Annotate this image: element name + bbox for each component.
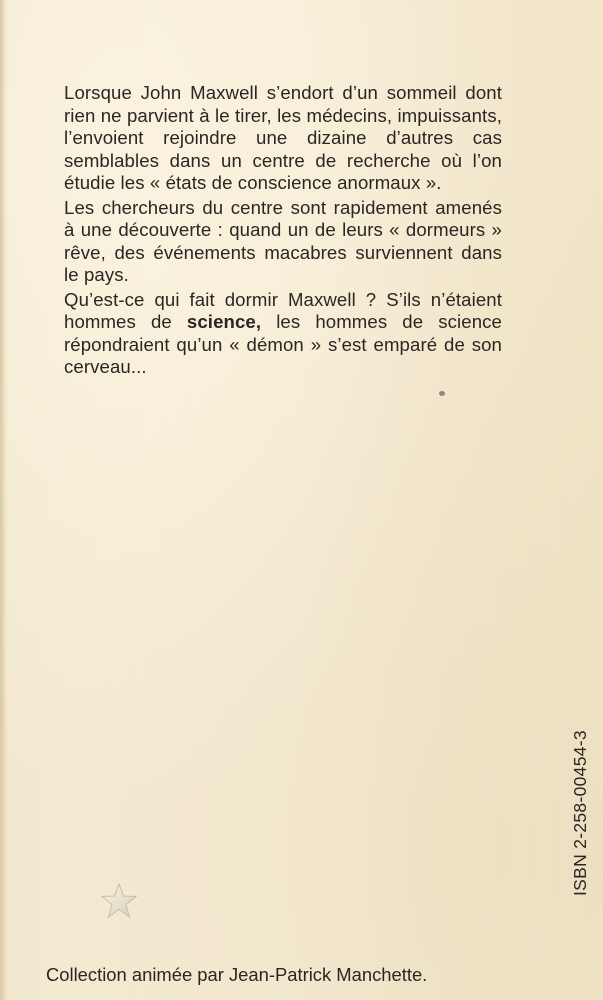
blurb-paragraph-2: Les chercheurs du centre sont rapidement amenés à une découverte : quand un de leurs « dormeurs » rêve, des événements macabres surviennent dans le pays. (64, 196, 502, 285)
back-cover-blurb (64, 82, 502, 379)
blurb-paragraph-1: Lorsque John Maxwell s’endort d’un sommeil dont rien ne parvient à le tirer, les médecins, impuissants, l’envoient rejoindre une dizaine d’autres cas semblables dans un centre de recherche où l’on étudie les « états de conscience anormaux ». (64, 82, 502, 193)
blurb-paragraph-3-start: Qu’est-ce qui fait dormir Maxwell ? S’ils n’étaient hommes de (64, 288, 502, 332)
embossed-star-icon (100, 883, 138, 919)
paper-speck (439, 391, 445, 396)
blurb-paragraph-3-end: les hommes de science répondraient qu’un « démon » s’est emparé de son cerveau... (64, 311, 502, 377)
isbn-number: ISBN 2-258-00454-3 (570, 730, 590, 896)
blurb-emphasis-science: science, (186, 311, 262, 332)
blurb-paragraph-3 (64, 289, 502, 379)
collection-credit: Collection animée par Jean-Patrick Manchette. (46, 964, 428, 985)
cover-edge-shading (0, 0, 6, 1000)
